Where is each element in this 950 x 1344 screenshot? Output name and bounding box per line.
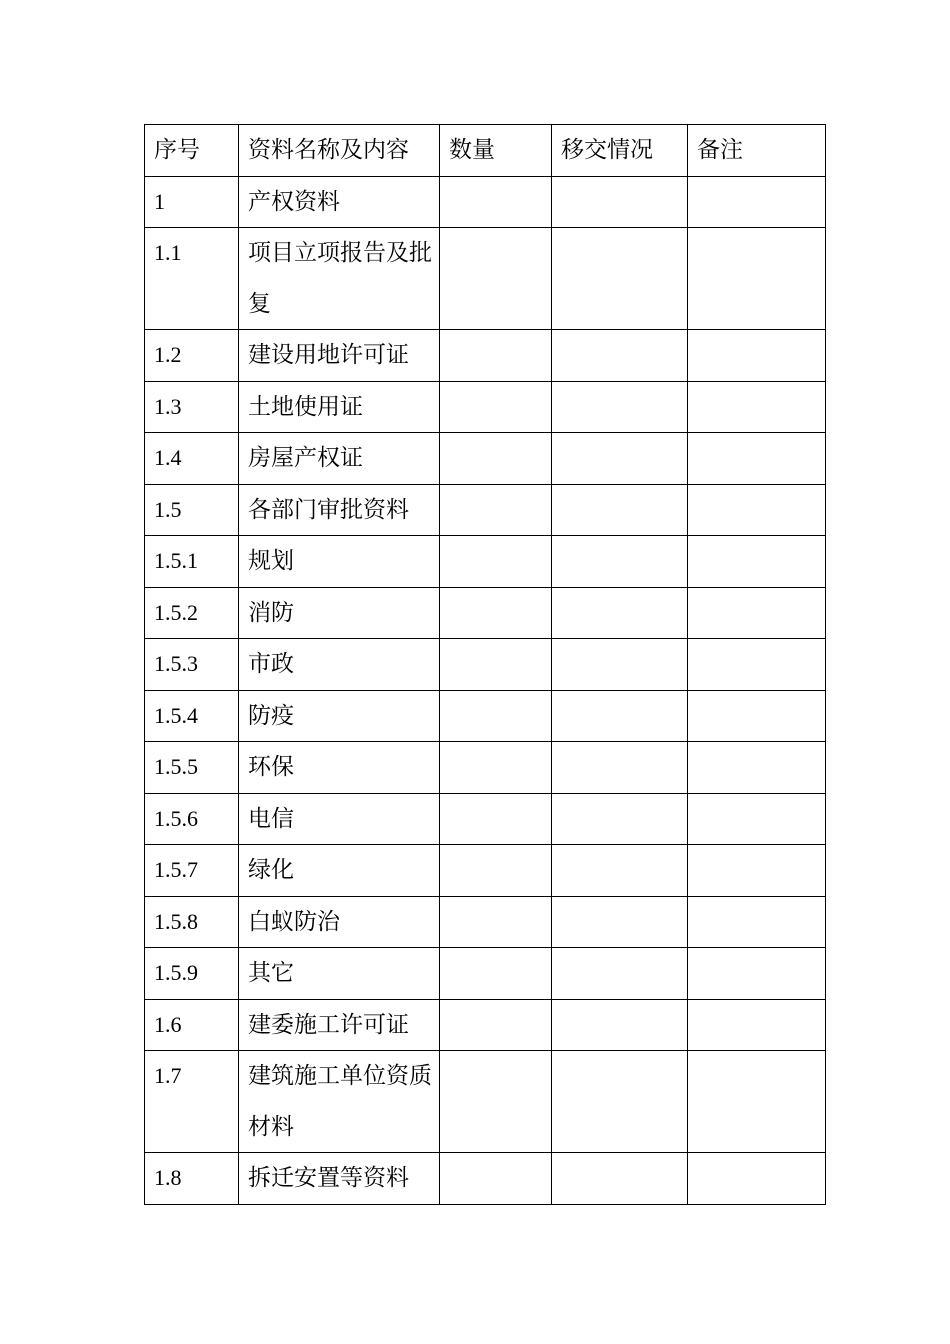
cell-quantity [440,228,552,330]
cell-handover-status [552,433,688,485]
cell-handover-status [552,536,688,588]
cell-serial-number: 1.5.9 [145,948,239,1000]
cell-remarks [688,1051,826,1153]
cell-serial-number: 1.5.8 [145,896,239,948]
cell-material-name: 环保 [239,742,440,794]
cell-quantity [440,999,552,1051]
cell-quantity [440,896,552,948]
cell-handover-status [552,948,688,1000]
cell-serial-number: 1.5 [145,484,239,536]
cell-material-name: 项目立项报告及批复 [239,228,440,330]
cell-quantity [440,330,552,382]
cell-remarks [688,690,826,742]
cell-remarks [688,228,826,330]
cell-material-name: 房屋产权证 [239,433,440,485]
cell-serial-number: 1.5.2 [145,587,239,639]
cell-material-name: 土地使用证 [239,381,440,433]
cell-remarks [688,433,826,485]
cell-material-name: 规划 [239,536,440,588]
cell-material-name: 建筑施工单位资质材料 [239,1051,440,1153]
table-row [145,845,826,897]
table-row [145,793,826,845]
cell-serial-number: 1.7 [145,1051,239,1153]
cell-serial-number: 1.5.6 [145,793,239,845]
cell-material-name: 白蚁防治 [239,896,440,948]
header-cell-material-name: 资料名称及内容 [239,125,440,177]
table-row [145,742,826,794]
cell-material-name: 其它 [239,948,440,1000]
table-row [145,176,826,228]
table-row [145,484,826,536]
table-row [145,433,826,485]
cell-remarks [688,1153,826,1205]
cell-handover-status [552,330,688,382]
cell-handover-status [552,639,688,691]
table-row [145,690,826,742]
table-header-row [145,125,826,177]
cell-quantity [440,793,552,845]
table-row [145,536,826,588]
cell-remarks [688,948,826,1000]
table-row [145,639,826,691]
table-row [145,999,826,1051]
cell-serial-number: 1.5.4 [145,690,239,742]
table-row [145,330,826,382]
cell-handover-status [552,176,688,228]
cell-quantity [440,381,552,433]
cell-quantity [440,948,552,1000]
cell-handover-status [552,999,688,1051]
cell-handover-status [552,1153,688,1205]
cell-handover-status [552,228,688,330]
cell-serial-number: 1.1 [145,228,239,330]
cell-serial-number: 1.4 [145,433,239,485]
table-row [145,1153,826,1205]
cell-quantity [440,742,552,794]
cell-handover-status [552,896,688,948]
cell-material-name: 防疫 [239,690,440,742]
table-row [145,381,826,433]
cell-quantity [440,433,552,485]
cell-handover-status [552,690,688,742]
cell-quantity [440,1153,552,1205]
cell-remarks [688,845,826,897]
cell-quantity [440,1051,552,1153]
cell-material-name: 建设用地许可证 [239,330,440,382]
cell-remarks [688,587,826,639]
cell-remarks [688,176,826,228]
table-row [145,948,826,1000]
cell-remarks [688,639,826,691]
cell-quantity [440,639,552,691]
cell-serial-number: 1.6 [145,999,239,1051]
cell-serial-number: 1.5.5 [145,742,239,794]
cell-handover-status [552,1051,688,1153]
header-cell-remarks: 备注 [688,125,826,177]
cell-remarks [688,330,826,382]
cell-material-name: 电信 [239,793,440,845]
cell-remarks [688,793,826,845]
table-body [145,176,826,1204]
table-row [145,228,826,330]
cell-remarks [688,484,826,536]
cell-material-name: 建委施工许可证 [239,999,440,1051]
cell-quantity [440,690,552,742]
table-row [145,896,826,948]
cell-handover-status [552,742,688,794]
cell-remarks [688,381,826,433]
cell-remarks [688,742,826,794]
cell-serial-number: 1 [145,176,239,228]
cell-quantity [440,484,552,536]
cell-serial-number: 1.2 [145,330,239,382]
cell-material-name: 拆迁安置等资料 [239,1153,440,1205]
cell-handover-status [552,484,688,536]
cell-material-name: 消防 [239,587,440,639]
cell-quantity [440,587,552,639]
cell-serial-number: 1.3 [145,381,239,433]
cell-serial-number: 1.5.1 [145,536,239,588]
cell-material-name: 产权资料 [239,176,440,228]
cell-remarks [688,536,826,588]
cell-quantity [440,845,552,897]
table-row [145,1051,826,1153]
header-cell-serial-number: 序号 [145,125,239,177]
header-cell-quantity: 数量 [440,125,552,177]
cell-material-name: 各部门审批资料 [239,484,440,536]
cell-serial-number: 1.5.7 [145,845,239,897]
cell-remarks [688,896,826,948]
cell-remarks [688,999,826,1051]
table-row [145,587,826,639]
cell-quantity [440,536,552,588]
cell-handover-status [552,845,688,897]
cell-material-name: 市政 [239,639,440,691]
cell-material-name: 绿化 [239,845,440,897]
handover-materials-table [144,124,826,1205]
cell-handover-status [552,381,688,433]
header-cell-handover-status: 移交情况 [552,125,688,177]
cell-serial-number: 1.8 [145,1153,239,1205]
cell-handover-status [552,793,688,845]
cell-handover-status [552,587,688,639]
cell-quantity [440,176,552,228]
cell-serial-number: 1.5.3 [145,639,239,691]
